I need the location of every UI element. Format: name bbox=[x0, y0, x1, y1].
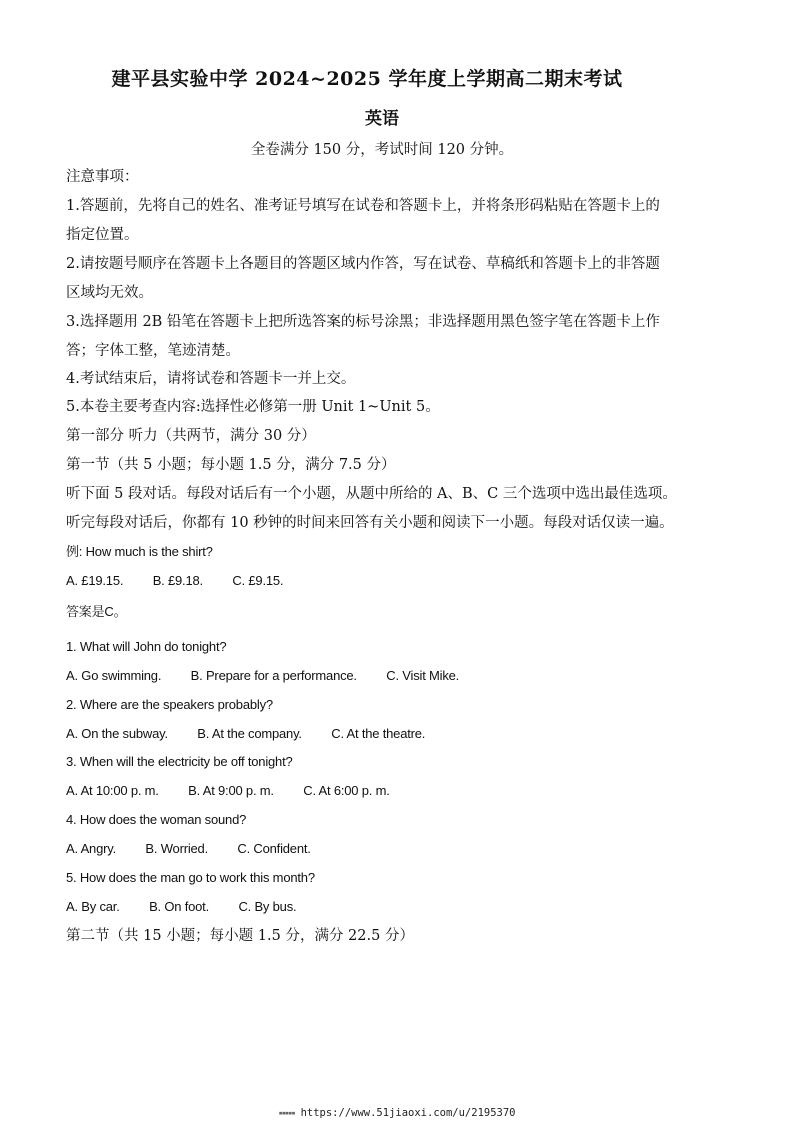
q3-option-a: A. At 10:00 p. m. bbox=[66, 783, 159, 798]
question-1: 1. What will John do tonight? bbox=[66, 639, 227, 654]
exam-title: 建平县实验中学 2024~2025 学年度上学期高二期末考试 bbox=[111, 68, 623, 90]
q4-option-a: A. Angry. bbox=[66, 841, 116, 856]
question-3: 3. When will the electricity be off tonight? bbox=[66, 754, 293, 769]
example-option-b: B. £9.18. bbox=[152, 573, 203, 588]
example-options bbox=[66, 571, 309, 591]
question-5-options bbox=[66, 897, 322, 917]
q2-option-b: B. At the company. bbox=[197, 726, 302, 741]
q1-option-c: C. Visit Mike. bbox=[386, 668, 460, 683]
footer-url-link[interactable]: https://www.51jiaoxi.com/u/2195370 bbox=[300, 1107, 516, 1119]
q2-option-a: A. On the subway. bbox=[66, 726, 168, 741]
note-item-3-line2: 答；字体工整，笔迹清楚。 bbox=[66, 343, 240, 359]
example-question: 例: How much is the shirt? bbox=[66, 544, 213, 559]
section1-heading: 第一节（共 5 小题；每小题 1.5 分，满分 7.5 分） bbox=[66, 457, 396, 473]
instruction-line2: 听完每段对话后，你都有 10 秒钟的时间来回答有关小题和阅读下一小题。每段对话仅读一遍。 bbox=[66, 515, 674, 531]
note-item-5: 5.本卷主要考查内容:选择性必修第一册 Unit 1~Unit 5。 bbox=[66, 399, 440, 415]
q2-option-c: C. At the theatre. bbox=[331, 726, 426, 741]
note-item-2-line2: 区域均无效。 bbox=[66, 285, 153, 301]
q5-option-a: A. By car. bbox=[66, 899, 120, 914]
notes-heading: 注意事项： bbox=[66, 169, 139, 185]
q1-option-a: A. Go swimming. bbox=[66, 668, 162, 683]
question-4-options bbox=[66, 839, 337, 859]
question-2: 2. Where are the speakers probably? bbox=[66, 697, 273, 712]
footer bbox=[0, 1107, 794, 1119]
question-2-options bbox=[66, 724, 451, 744]
q3-option-b: B. At 9:00 p. m. bbox=[188, 783, 274, 798]
instruction-line1: 听下面 5 段对话。每段对话后有一个小题，从题中所给的 A、B、C 三个选项中选出最佳选项。 bbox=[66, 486, 677, 502]
q5-option-b: B. On foot. bbox=[149, 899, 210, 914]
q4-option-c: C. Confident. bbox=[237, 841, 311, 856]
note-item-1-line1: 1.答题前，先将自己的姓名、准考证号填写在试卷和答题卡上，并将条形码粘贴在答题卡上的 bbox=[66, 198, 660, 214]
question-5: 5. How does the man go to work this month? bbox=[66, 870, 315, 885]
q4-option-b: B. Worried. bbox=[145, 841, 208, 856]
q1-option-b: B. Prepare for a performance. bbox=[190, 668, 357, 683]
example-option-c: C. £9.15. bbox=[232, 573, 284, 588]
q5-option-c: C. By bus. bbox=[238, 899, 297, 914]
note-item-4: 4.考试结束后，请将试卷和答题卡一并上交。 bbox=[66, 371, 356, 387]
note-item-3-line1: 3.选择题用 2B 铅笔在答题卡上把所选答案的标号涂黑；非选择题用黑色签字笔在答题卡上作 bbox=[66, 314, 660, 330]
watermark-logo-icon: ▪▪▪▪▪ bbox=[278, 1109, 295, 1117]
part1-heading: 第一部分 听力（共两节，满分 30 分） bbox=[66, 428, 316, 444]
example-answer: 答案是C。 bbox=[66, 604, 127, 619]
exam-subject: 英语 bbox=[365, 109, 399, 129]
note-item-1-line2: 指定位置。 bbox=[66, 227, 139, 243]
note-item-2-line1: 2.请按题号顺序在答题卡上各题目的答题区域内作答，写在试卷、草稿纸和答题卡上的非答题 bbox=[66, 256, 660, 272]
question-4: 4. How does the woman sound? bbox=[66, 812, 247, 827]
section2-heading: 第二节（共 15 小题；每小题 1.5 分，满分 22.5 分） bbox=[66, 928, 414, 944]
q3-option-c: C. At 6:00 p. m. bbox=[303, 783, 390, 798]
example-option-a: A. £19.15. bbox=[66, 573, 124, 588]
question-3-options bbox=[66, 781, 416, 801]
question-1-options bbox=[66, 666, 485, 686]
score-info: 全卷满分 150 分，考试时间 120 分钟。 bbox=[250, 142, 514, 158]
